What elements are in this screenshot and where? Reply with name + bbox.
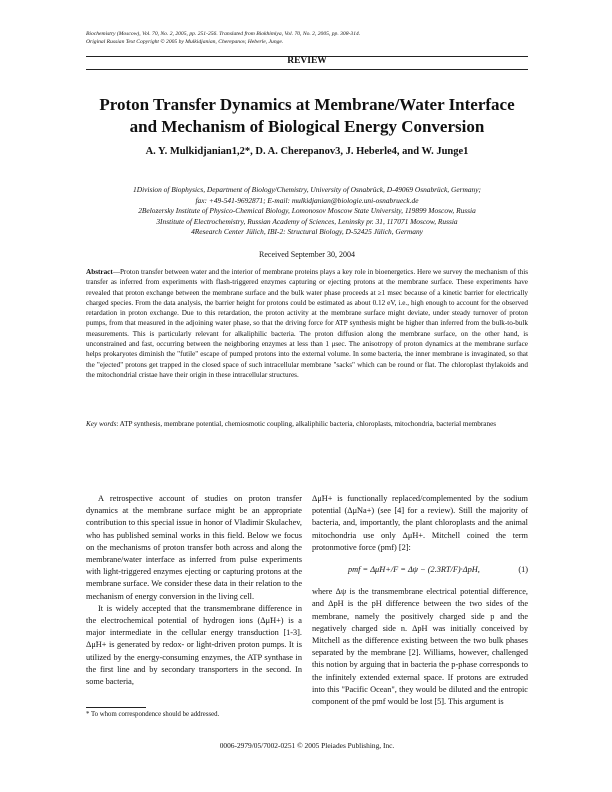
body-column-left [86, 493, 302, 688]
section-label: REVIEW [287, 56, 327, 66]
footnote: * To whom correspondence should be addressed. [86, 711, 220, 718]
affiliation-1: 1Division of Biophysics, Department of Biology/Chemistry, University of Osnabrück, D-49069 Osnabrück, Germany; [133, 185, 481, 194]
journal-header-line1: Biochemistry (Moscow), Vol. 70, No. 2, 2005, pp. 251-256. Translated from Biokhimiya, Vol. 70, No. 2, 2005, pp. 308-314. [86, 31, 361, 37]
keywords-label: Key words [86, 420, 117, 428]
equation [312, 564, 528, 576]
body-paragraph: where Δψ is the transmembrane electrical potential difference, and ΔpH is the pH difference between the two sides of the membrane, namely the positively charged side p and the negatively charged side n. ΔpH was initially conceived by Mitchell as the difference existing between the two bulk phases separated by the membrane [2]. Williams, however, challenged this notion by arguing that in bacteria the p-phase corresponds to the infinitely extended external space. If protons are extruded into this "Pacific Ocean", they would be diluted and the entropic component of the pmf would be lost [5]. This argument is [312, 587, 528, 707]
page-footer: 0006-2979/05/7002-0251 © 2005 Pleiades Publishing, Inc. [219, 741, 395, 750]
affiliation-2: 2Belozersky Institute of Physico-Chemical Biology, Lomonosov Moscow State University, 119899 Moscow, Russia [138, 206, 476, 215]
affiliation-1-contact: fax: +49-541-9692871; E-mail: mulkidjanian@biologie.uni-osnabrueck.de [195, 195, 419, 205]
section-rule [86, 69, 528, 70]
body-column-right [312, 493, 528, 708]
journal-header-line2: Original Russian Text Copyright © 2005 by Mulkidjanian, Cherepanov, Heberle, Junge. [86, 39, 284, 45]
received-date: Received September 30, 2004 [259, 250, 355, 259]
keywords [86, 419, 528, 429]
title-line-2: and Mechanism of Biological Energy Conversion [129, 117, 485, 136]
abstract-label: Abstract [86, 268, 113, 276]
equation-text: pmf = Δμ̃H+/F = Δψ − (2.3RT/F)·ΔpH, [348, 565, 480, 575]
affiliation-4: 4Research Center Jülich, IBI-2: Structural Biology, D-52425 Jülich, Germany [191, 227, 423, 236]
title-line-1: Proton Transfer Dynamics at Membrane/Water Interface [99, 95, 515, 114]
equation-number: (1) [518, 565, 528, 575]
footnote-rule [86, 707, 146, 708]
body-paragraph: A retrospective account of studies on proton transfer dynamics at the membrane surface might be an appropriate contribution to this special issue in honor of Vladimir Skulachev, who has published seminal works in this field. Below we focus on the mechanisms of proton transfer both across and along the membrane/water interface as inferred from pulse experiments with light-triggered enzymes ejecting or capturing protons at the membrane surface. We consider these data in their relation to the mechanism of energy conversion in the living cell. [86, 494, 302, 601]
affiliation-3: 3Institute of Electrochemistry, Russian Academy of Sciences, Leninsky pr. 31, 117071 Moscow, Russia [156, 216, 458, 226]
affiliations [86, 185, 528, 238]
abstract [86, 267, 528, 380]
journal-header [86, 30, 360, 46]
author-list: A. Y. Mulkidjanian1,2*, D. A. Cherepanov3, J. Heberle4, and W. Junge1 [145, 146, 469, 157]
body-paragraph: It is widely accepted that the transmembrane difference in the electrochemical potential of hydrogen ions (Δμ̃H+) is a major intermediate in the cellular energy transduction [1-3]. Δμ̃H+ is generated by redox- or light-driven proton pumps. It is utilized by the energy-consuming enzymes, the ATP synthase in the first line and by secondary transporters in the second. In some bacteria, [86, 603, 302, 687]
abstract-text: —Proton transfer between water and the interior of membrane proteins plays a key role in bioenergetics. Here we survey the mechanism of this transfer as inferred from experiments with flash-triggered enzymes capturing or ejecting protons at the membrane surface. These experiments have revealed that proton exchange between the membrane surface and the bulk water phase proceeds at ≥1 msec because of a kinetic barrier for electrically charged species. From the data analysis, the barrier height for protons could be estimated as about 0.12 eV, i.e., high enough to account for the observed retardation in proton exchange. Due to this retardation, the proton activity at the membrane surface might deviate, under steady turnover of proton pumps, from that measured in the adjoining water phase, so that the driving force for ATP synthesis might be higher than inferred from the bulk-to-bulk measurements. This is particularly relevant for alkaliphilic bacteria. The proton diffusion along the membrane surface, on the other hand, is unconstrained and fast, occurring between the neighboring enzymes at less than 1 μsec. The anisotropy of proton dynamics at the membrane surface helps prokaryotes diminish the "futile" escape of pumped protons into the external volume. In some bacteria, the inner membrane is invaginated, so that the "ejected" protons get trapped in the closed space of such intracellular membrane "sacks" which can be round or flat. The chloroplast thylakoids and the mitochondrial cristae have their origin in these intracellular structures. [86, 268, 528, 379]
keywords-text: : ATP synthesis, membrane potential, chemiosmotic coupling, alkaliphilic bacteria, chloroplasts, mitochondria, bacterial membranes [116, 420, 497, 428]
paper-title [86, 94, 528, 138]
body-paragraph: Δμ̃H+ is functionally replaced/complemented by the sodium potential (Δμ̃Na+) (see [4] for a review). Still the majority of bacteria, and, importantly, the plant chloroplasts and the animal mitochondria use only Δμ̃H+. Mitchell coined the term protonmotive force (pmf) [2]: [312, 494, 528, 552]
